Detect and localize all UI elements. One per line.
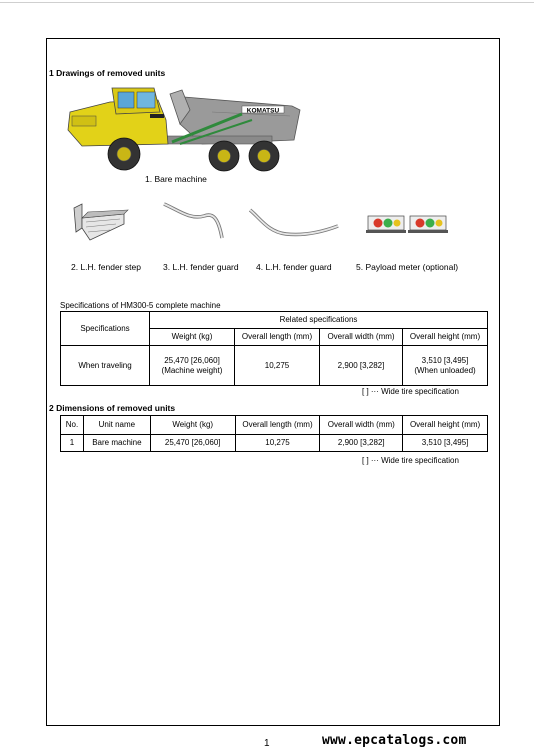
dimensions-table-note: [ ] ··· Wide tire specification <box>362 456 459 465</box>
spec-col-width: Overall width (mm) <box>320 329 403 346</box>
table-row <box>61 435 488 452</box>
spec-header-specifications: Specifications <box>61 312 150 346</box>
watermark: www.epcatalogs.com <box>322 733 467 748</box>
spec-height-value: 3,510 [3,495] <box>421 355 469 365</box>
spec-height-note: (When unloaded) <box>414 365 476 375</box>
dim-col-length: Overall length (mm) <box>235 416 320 435</box>
spec-table-note: [ ] ··· Wide tire specification <box>362 387 459 396</box>
dim-cell-no: 1 <box>61 435 84 452</box>
dim-cell-width: 2,900 [3,282] <box>320 435 403 452</box>
page-number: 1 <box>264 738 270 749</box>
caption-fender-guard-3: 3. L.H. fender guard <box>163 262 239 272</box>
dim-col-no: No. <box>61 416 84 435</box>
section1-title: 1 Drawings of removed units <box>49 68 166 78</box>
dim-cell-weight: 25,470 [26,060] <box>150 435 235 452</box>
fender-guard-illustration <box>160 196 230 242</box>
caption-fender-step: 2. L.H. fender step <box>71 262 141 272</box>
dim-cell-height: 3,510 [3,495] <box>403 435 488 452</box>
spec-weight-cell <box>150 346 235 386</box>
fender-step-illustration <box>68 200 130 246</box>
spec-col-height: Overall height (mm) <box>403 329 488 346</box>
caption-payload-meter: 5. Payload meter (optional) <box>356 262 459 272</box>
dim-cell-unit-name: Bare machine <box>83 435 150 452</box>
spec-table <box>60 311 488 386</box>
caption-fender-guard-4: 4. L.H. fender guard <box>256 262 332 272</box>
dim-col-weight: Weight (kg) <box>150 416 235 435</box>
dimensions-table <box>60 415 488 452</box>
spec-length-cell: 10,275 <box>235 346 320 386</box>
dim-col-height: Overall height (mm) <box>403 416 488 435</box>
dump-truck-illustration <box>62 84 312 176</box>
payload-meter-illustration <box>366 210 450 238</box>
caption-bare-machine: 1. Bare machine <box>145 174 207 184</box>
spec-header-related: Related specifications <box>150 312 488 329</box>
top-divider <box>0 2 534 3</box>
spec-height-cell <box>403 346 488 386</box>
fender-guard-illustration-2 <box>246 206 342 238</box>
spec-col-length: Overall length (mm) <box>235 329 320 346</box>
section2-title: 2 Dimensions of removed units <box>49 403 176 413</box>
spec-weight-value: 25,470 [26,060] <box>164 355 220 365</box>
dim-col-unit-name: Unit name <box>83 416 150 435</box>
komatsu-logo: KOMATSU <box>246 107 280 115</box>
dim-cell-length: 10,275 <box>235 435 320 452</box>
spec-table-title: Specifications of HM300-5 complete machine <box>60 301 221 310</box>
dim-col-width: Overall width (mm) <box>320 416 403 435</box>
spec-weight-note: (Machine weight) <box>161 365 223 375</box>
spec-width-cell: 2,900 [3,282] <box>320 346 403 386</box>
spec-col-weight: Weight (kg) <box>150 329 235 346</box>
spec-row-label: When traveling <box>61 346 150 386</box>
